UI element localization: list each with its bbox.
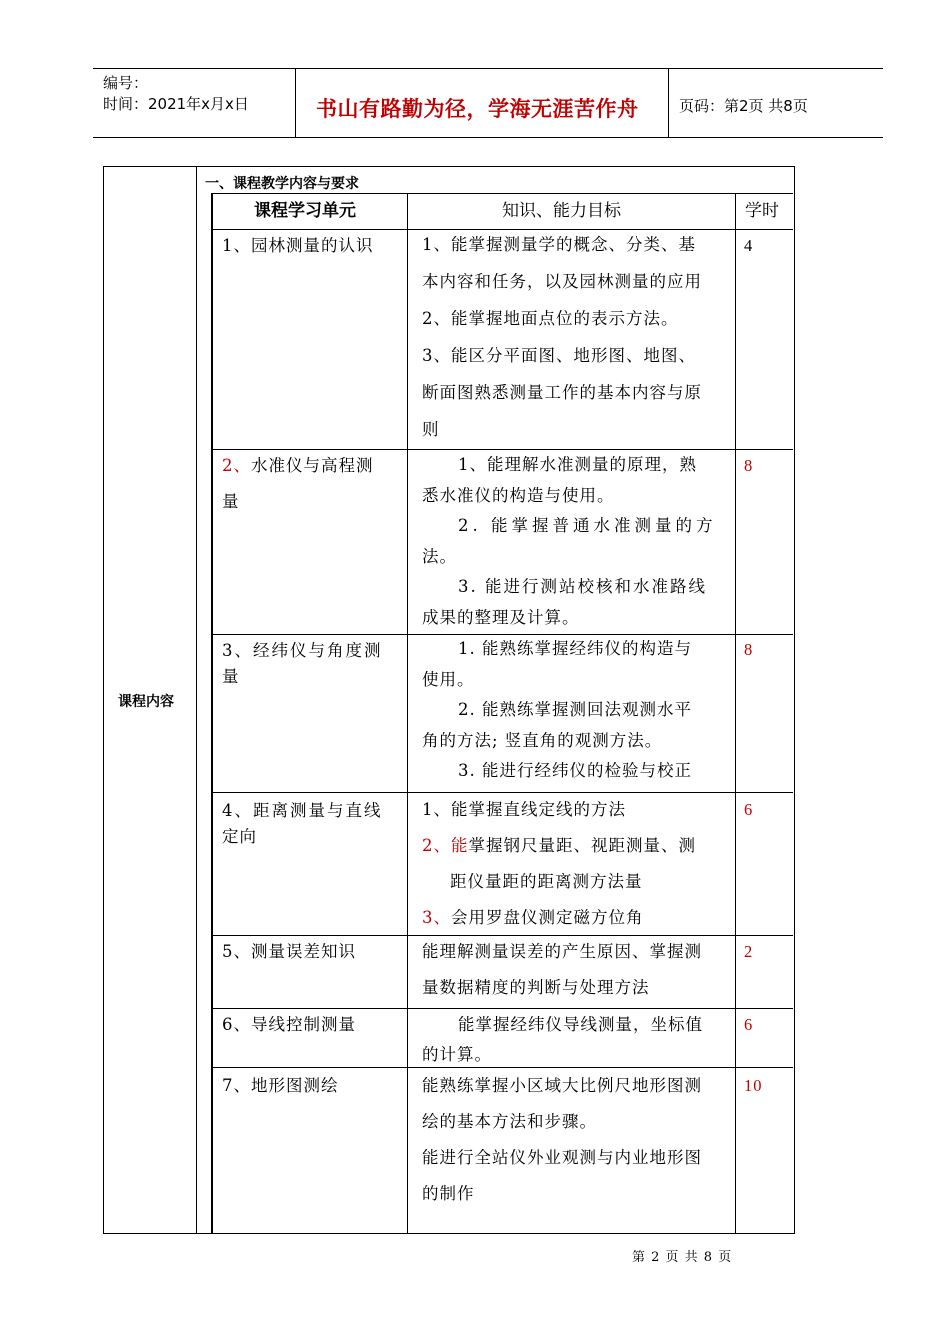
page-header (93, 68, 883, 138)
unit-line: 4、距离测量与直线 (222, 801, 383, 820)
table-row-5-hours: 2 (744, 942, 754, 961)
left-label-column (104, 167, 197, 1233)
goal-line: 能熟练掌握小区域大比例尺地形图测 (422, 1076, 702, 1095)
goal-line: 的计算。 (422, 1045, 492, 1064)
content-label: 课程内容 (118, 694, 174, 710)
number-label: 编号： (103, 74, 149, 92)
table-row-5-unit (222, 934, 356, 970)
goal-line: 量数据精度的判断与处理方法 (422, 978, 650, 997)
goal-line: 能进行全站仪外业观测与内业地形图 (422, 1148, 702, 1167)
spacer-column (197, 193, 212, 1233)
motto-text: 书山有路勤为径，学海无涯苦作舟 (316, 97, 639, 121)
goal-line: 使用。 (422, 669, 475, 689)
unit-line: 5、测量误差知识 (222, 942, 356, 961)
unit-line: 3、经纬仪与角度测 (222, 641, 383, 660)
header-goals: 知识、能力目标 (502, 201, 621, 221)
header-unit: 课程学习单元 (254, 201, 356, 221)
goal-line: 绘的基本方法和步骤。 (422, 1112, 597, 1131)
table-row-6-goals (422, 1010, 703, 1070)
header-motto-cell (296, 69, 669, 137)
unit-line: 6、导线控制测量 (222, 1015, 356, 1034)
unit-line: 定向 (222, 827, 257, 846)
table-row-1-unit (222, 228, 374, 264)
course-content-table (103, 166, 795, 1234)
goal-line: 能掌握经纬仪导线测量，坐标值 (458, 1015, 703, 1034)
table-row-1-goals (422, 226, 702, 448)
goal-line: 3. 能进行经纬仪的检验与校正 (458, 761, 692, 780)
table-row-5-goals (422, 934, 702, 1006)
unit-line: 量 (222, 667, 240, 686)
goal-line: 则 (422, 420, 440, 439)
table-row-6-hours: 6 (744, 1015, 754, 1034)
table-row-3-hours: 8 (744, 640, 754, 659)
table-row-4-goals (422, 792, 696, 936)
unit-line: 1、园林测量的认识 (222, 236, 374, 255)
goal-prefix: 2、能 (422, 836, 469, 855)
time-label: 时间：2021年x月x日 (103, 95, 249, 113)
page-footer: 第 2 页 共 8 页 (632, 1250, 733, 1265)
goal-line: 法。 (422, 546, 457, 566)
goal-line: 1、能理解水准测量的原理，熟 (458, 455, 697, 474)
grid-line (407, 194, 408, 1234)
unit-prefix: 2、 (222, 456, 251, 475)
grid-line (735, 194, 736, 1234)
table-row-3-goals (422, 634, 692, 787)
table-row-7-hours: 10 (744, 1076, 763, 1095)
unit-line: 7、地形图测绘 (222, 1076, 339, 1095)
goal-line: 本内容和任务，以及园林测量的应用 (422, 272, 702, 291)
goal-line: 距仪量距的距离测方法量 (450, 872, 643, 891)
unit-line: 水准仪与高程测 (251, 456, 374, 475)
table-row-7-goals (422, 1068, 702, 1212)
goal-line: 成果的整理及计算。 (422, 607, 580, 627)
goal-line: 能理解测量误差的产生原因、掌握测 (422, 942, 702, 961)
table-row-4-hours: 6 (744, 800, 754, 819)
units-grid (212, 193, 793, 1234)
goal-line: 3. 能进行测站校核和水准路线 (458, 577, 707, 596)
goal-line: 2. 能熟练掌握测回法观测水平 (458, 700, 692, 719)
goal-line: 1、能掌握直线定线的方法 (422, 800, 626, 819)
table-row-2-hours: 8 (744, 456, 754, 475)
table-row-3-unit (222, 632, 383, 690)
table-row-4-unit (222, 792, 383, 850)
goal-line: 掌握钢尺量距、视距测量、测 (468, 836, 696, 855)
goal-line: 断面图熟悉测量工作的基本内容与原 (422, 383, 702, 402)
page-label: 页码：第2页 共8页 (679, 97, 808, 115)
goal-line: 3、能区分平面图、地形图、地图、 (422, 346, 696, 365)
goal-line: 1、能掌握测量学的概念、分类、基 (422, 235, 696, 254)
header-info (93, 69, 296, 137)
goal-prefix: 3、 (422, 908, 451, 927)
table-row-2-goals (422, 450, 717, 633)
goal-line: 1. 能熟练掌握经纬仪的构造与 (458, 639, 692, 658)
grid-line (212, 1008, 793, 1009)
goal-line: 悉水准仪的构造与使用。 (422, 485, 615, 505)
goal-line: 角的方法; 竖直角的观测方法。 (422, 730, 663, 750)
table-row-7-unit (222, 1068, 339, 1104)
unit-line: 量 (222, 492, 240, 511)
grid-line (212, 194, 213, 1234)
table-row-1-hours: 4 (744, 236, 754, 255)
goal-line: 的制作 (422, 1184, 475, 1203)
header-hours: 学时 (745, 201, 779, 221)
table-row-6-unit (222, 1010, 356, 1040)
goal-line: 2、能掌握地面点位的表示方法。 (422, 309, 679, 328)
section-title: 一、课程教学内容与要求 (205, 176, 359, 192)
goal-line: 2. 能掌握普通水准测量的方 (458, 516, 717, 535)
goal-line: 会用罗盘仪测定磁方位角 (451, 908, 644, 927)
table-row-2-unit (222, 448, 374, 520)
